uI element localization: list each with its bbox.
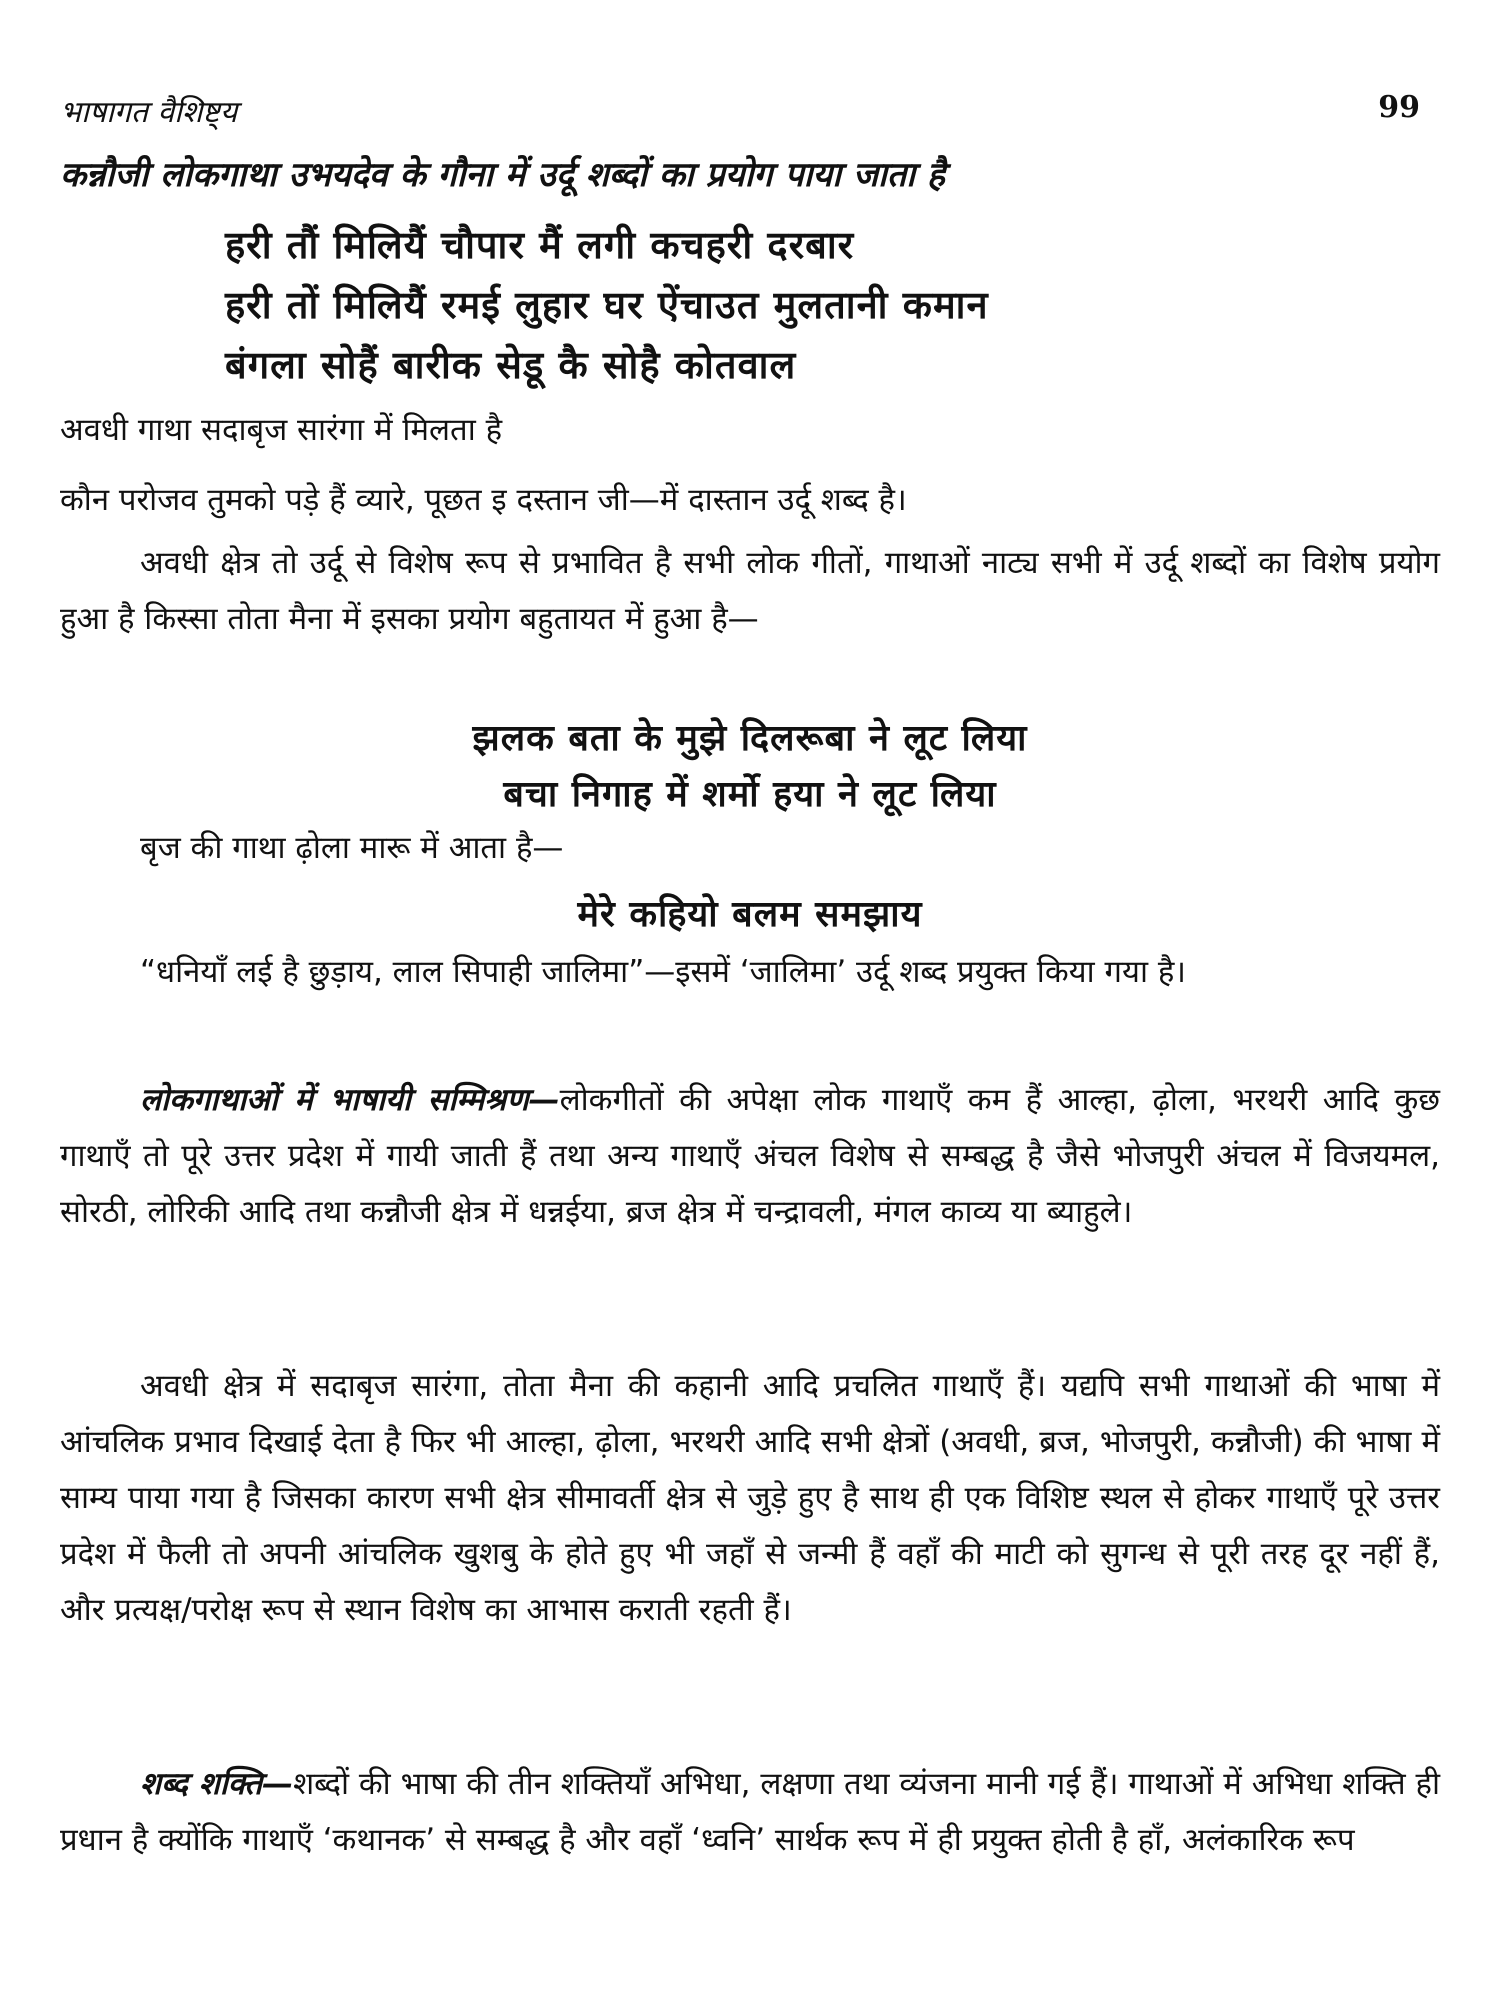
brij-line: बृज की गाथा ढ़ोला मारू में आता है— bbox=[140, 830, 564, 866]
intro-line: कन्नौजी लोकगाथा उभयदेव के गौना में उर्दू शब्दों का प्रयोग पाया जाता है bbox=[60, 155, 945, 195]
page-header bbox=[60, 90, 1420, 130]
paragraph-awadhi-region bbox=[60, 1358, 1440, 1638]
paragraph-text: “धनियाँ लई है छुड़ाय, लाल सिपाही जालिमा”—इसमें ‘जालिमा’ उर्दू शब्द प्रयुक्त किया गया है। bbox=[140, 954, 1187, 990]
verse-line: हरी तों मिलियैं रमई लुहार घर ऐंचाउत मुलतानी कमान bbox=[225, 283, 989, 327]
section-heading: लोकगाथाओं में भाषायी सम्मिश्रण— bbox=[140, 1082, 560, 1118]
page-number: 99 bbox=[1378, 90, 1420, 125]
verse-line: बचा निगाह में शर्मो हया ने लूट लिया bbox=[503, 774, 997, 815]
section-bhashayi-sammishran bbox=[60, 1072, 1440, 1240]
running-head: भाषागत वैशिष्ट्य bbox=[60, 95, 238, 130]
section-body: शब्दों की भाषा की तीन शक्तियाँ अभिधा, लक्षणा तथा व्यंजना मानी गई हैं। गाथाओं में अभिधा शक्ति ही प्रधान है क्योंकि गाथाएँ ‘कथानक’ से सम्बद्ध है और वहाँ ‘ध्वनि’ सार्थक रूप में ही प्रयुक्त होती है हाँ, अलंकारिक रूप bbox=[60, 1766, 1440, 1858]
verse-line: हरी तौं मिलियैं चौपार मैं लगी कचहरी दरबार bbox=[225, 223, 855, 267]
verse-line: बंगला सोहैं बारीक सेडू कै सोहै कोतवाल bbox=[225, 343, 797, 387]
paragraph-text: अवधी क्षेत्र तो उर्दू से विशेष रूप से प्रभावित है सभी लोक गीतों, गाथाओं नाट्य सभी में उर्दू शब्दों का विशेष प्रयोग हुआ है किस्सा तोता मैना में इसका प्रयोग बहुतायत में हुआ है— bbox=[60, 545, 1440, 637]
verse-line: झलक बता के मुझे दिलरूबा ने लूट लिया bbox=[472, 718, 1028, 759]
verse-line: मेरे कहियो बलम समझाय bbox=[577, 894, 923, 935]
paragraph-text: अवधी क्षेत्र में सदाबृज सारंगा, तोता मैना की कहानी आदि प्रचलित गाथाएँ हैं। यद्यपि सभी गाथाओं की भाषा में आंचलिक प्रभाव दिखाई देता है फिर भी आल्हा, ढ़ोला, भरथरी आदि सभी क्षेत्रों (अवधी, ब्रज, भोजपुरी, कन्नौजी) की भाषा में साम्य पाया गया है जिसका कारण सभी क्षेत्र सीमावर्ती क्षेत्र से जुड़े हुए है साथ ही एक विशिष्ट स्थल से होकर गाथाएँ पूरे उत्तर प्रदेश में फैली तो अपनी आंचलिक खुशबु के होते हुए भी जहाँ से जन्मी हैं वहाँ की माटी को सुगन्ध से पूरी तरह दूर नहीं हैं, और प्रत्यक्ष/परोक्ष रूप से स्थान विशेष का आभास कराती रहती हैं। bbox=[60, 1368, 1440, 1628]
section-heading: शब्द शक्ति— bbox=[140, 1766, 294, 1802]
section-body: लोकगीतों की अपेक्षा लोक गाथाएँ कम हैं आल्हा, ढ़ोला, भरथरी आदि कुछ गाथाएँ तो पूरे उत्तर प्रदेश में गायी जाती हैं तथा अन्य गाथाएँ अंचल विशेष से सम्बद्ध है जैसे भोजपुरी अंचल में विजयमल, सोरठी, लोरिकी आदि तथा कन्नौजी क्षेत्र में धन्नईया, ब्रज क्षेत्र में चन्द्रावली, मंगल काव्य या ब्याहुले। bbox=[60, 1082, 1440, 1230]
section-shabd-shakti bbox=[60, 1756, 1440, 1868]
paragraph-jalima bbox=[60, 944, 1440, 1000]
paragraph-awadhi-urdu bbox=[60, 535, 1440, 647]
awadhi-line: अवधी गाथा सदाबृज सारंगा में मिलता है bbox=[60, 412, 503, 448]
kaun-line: कौन परोजव तुमको पड़े हैं व्यारे, पूछत इ दस्तान जी—में दास्तान उर्दू शब्द है। bbox=[60, 482, 907, 518]
verse-block-kannauji bbox=[225, 215, 1445, 395]
